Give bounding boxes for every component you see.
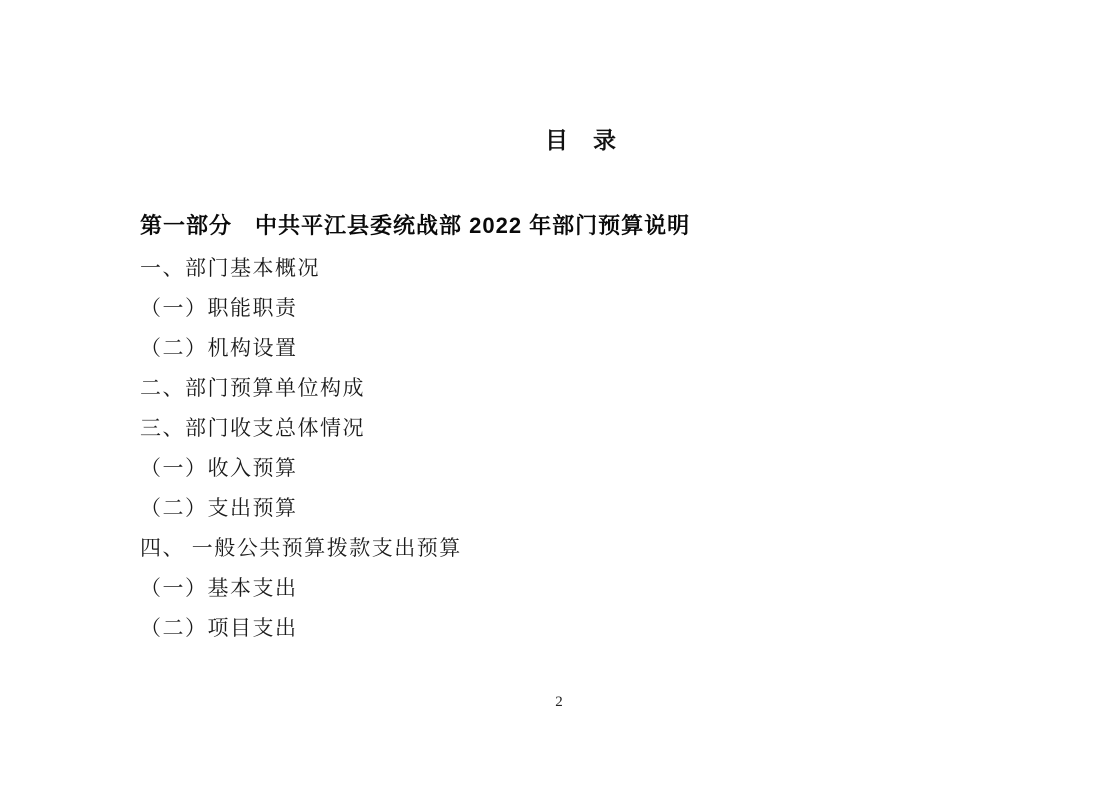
toc-item: 二、部门预算单位构成 bbox=[140, 376, 365, 400]
page-title: 目 录 bbox=[545, 128, 617, 153]
toc-section-heading: 第一部分 中共平江县委统战部 2022 年部门预算说明 bbox=[140, 213, 691, 238]
toc-item: （二）项目支出 bbox=[140, 616, 298, 640]
toc-item: （二）机构设置 bbox=[140, 336, 298, 360]
toc-item: （二）支出预算 bbox=[140, 496, 298, 520]
page-number: 2 bbox=[555, 694, 563, 710]
toc-item: （一）基本支出 bbox=[140, 576, 298, 600]
toc-item: 三、部门收支总体情况 bbox=[140, 416, 365, 440]
toc-item: 一、部门基本概况 bbox=[140, 256, 320, 280]
toc-item: 四、 一般公共预算拨款支出预算 bbox=[140, 536, 462, 560]
toc-item: （一）收入预算 bbox=[140, 456, 298, 480]
toc-item: （一）职能职责 bbox=[140, 296, 298, 320]
toc-list bbox=[140, 248, 1018, 648]
